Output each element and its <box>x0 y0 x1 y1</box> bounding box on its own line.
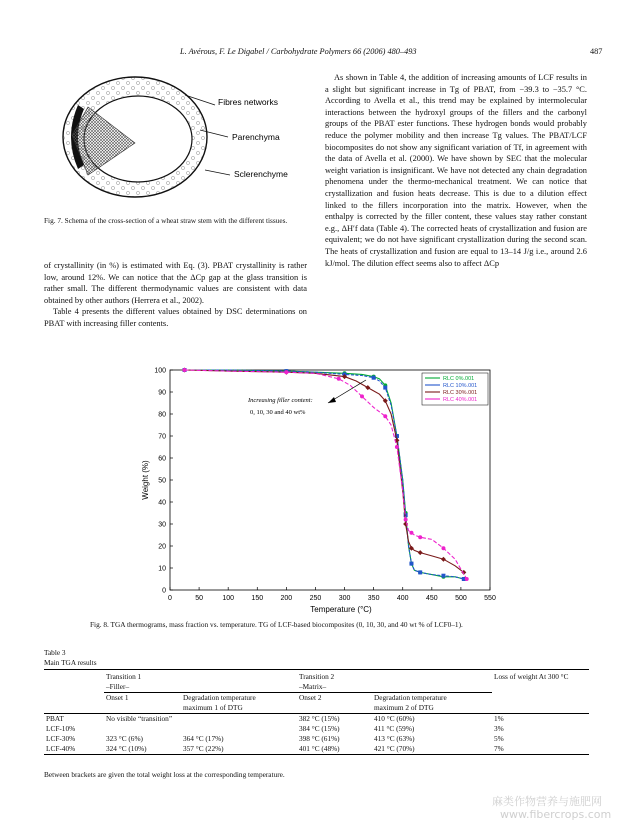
chart-legend <box>422 373 488 405</box>
page-number: 487 <box>590 47 603 56</box>
x-tick-label: 300 <box>338 595 351 602</box>
table-cell: 5% <box>494 734 504 743</box>
chart-annotation-arrowhead <box>328 397 336 403</box>
legend-entry: RLC 0%.001 <box>443 376 475 382</box>
data-point <box>418 570 422 574</box>
table-cell: PBAT <box>44 714 104 725</box>
watermark-chinese: 麻类作物营养与施肥网 <box>492 795 602 808</box>
data-point <box>383 386 387 390</box>
left-paragraph-2: Table 4 presents the different values obtained by DSC determinations on PBAT with increasing filler contents. <box>44 307 307 328</box>
fig7-label-fibres: Fibres networks <box>218 97 278 107</box>
table-cell: 364 °C (17%) <box>183 734 224 743</box>
y-tick-label: 50 <box>158 477 166 485</box>
x-tick-label: 450 <box>425 595 438 602</box>
table3 <box>44 672 589 755</box>
y-tick-label: 0 <box>162 587 166 595</box>
chart-y-axis-label: Weight (%) <box>141 460 150 500</box>
table3-head-onset2: Onset 2 <box>297 693 372 714</box>
table-cell: 421 °C (70%) <box>372 744 492 755</box>
table-cell: No visible “transition” <box>104 714 297 725</box>
x-tick-label: 400 <box>396 595 409 602</box>
table3-top-rule <box>44 669 589 670</box>
table-cell: 3% <box>494 724 504 733</box>
data-point <box>383 414 387 418</box>
table-cell: 324 °C (10%) <box>104 744 181 755</box>
table3-head-onset1: Onset 1 <box>104 693 181 714</box>
legend-entry: RLC 10%.001 <box>443 383 478 389</box>
fig7-label-parenchyma: Parenchyma <box>232 132 280 142</box>
fig7-caption: Fig. 7. Schema of the cross-section of a wheat straw stem with the different tissues. <box>44 216 288 225</box>
y-tick-label: 10 <box>158 565 166 573</box>
table3-subtitle: Main TGA results <box>44 658 97 667</box>
x-tick-label: 250 <box>309 595 322 602</box>
x-tick-label: 550 <box>484 595 496 602</box>
data-point <box>465 577 469 581</box>
table3-head-loss: Loss of weight At 300 °C <box>494 672 569 681</box>
table3-head-transition2: Transition 2 –Matrix– <box>299 672 335 691</box>
fig8-tga-chart <box>130 358 500 616</box>
table3-header-row-2 <box>44 693 589 714</box>
table-row <box>44 734 589 744</box>
data-point <box>409 531 413 535</box>
x-tick-label: 200 <box>280 595 293 602</box>
table-cell <box>181 724 297 734</box>
table-cell: 398 °C (61%) <box>299 734 340 743</box>
y-tick-label: 30 <box>158 521 166 529</box>
table-cell: 382 °C (15%) <box>297 714 372 725</box>
running-title: L. Avérous, F. Le Digabel / Carbohydrate Polymers 66 (2006) 480–493 <box>180 47 417 56</box>
fig8-caption: Fig. 8. TGA thermograms, mass fraction vs. temperature. TG of LCF-based biocomposites (0, 10, 30, and 40 wt % of LCF0–1). <box>90 620 463 629</box>
fig7-label-sclerenchyme: Sclerenchyme <box>234 169 288 179</box>
data-point <box>395 445 399 449</box>
chart-annotation-line1: Increasing filler content: <box>248 397 313 404</box>
table-row <box>44 724 589 734</box>
x-tick-label: 0 <box>168 595 172 602</box>
table-row <box>44 714 589 725</box>
data-point <box>418 535 422 539</box>
x-tick-label: 500 <box>455 595 467 602</box>
table3-head-degtemp2: Degradation temperature maximum 2 of DTG <box>372 693 492 714</box>
left-column-text <box>44 260 307 330</box>
y-tick-label: 90 <box>158 389 166 397</box>
data-point <box>418 550 423 555</box>
table3-header-row-1 <box>44 672 589 693</box>
table-cell: LCF-10% <box>46 724 76 733</box>
right-column-text <box>325 72 587 269</box>
data-point <box>284 370 288 374</box>
data-point <box>372 376 376 380</box>
table3-body <box>44 714 589 755</box>
data-point <box>365 385 370 390</box>
x-tick-label: 150 <box>251 595 264 602</box>
table-cell: 401 °C (48%) <box>297 744 372 755</box>
data-point <box>404 518 408 522</box>
x-tick-label: 350 <box>367 595 380 602</box>
data-point <box>441 546 445 550</box>
table-cell <box>104 724 181 734</box>
y-tick-label: 40 <box>158 499 166 507</box>
y-tick-label: 100 <box>154 367 166 375</box>
table-cell: 1% <box>492 714 589 725</box>
chart-annotation-line2: 0, 10, 30 and 40 wt% <box>250 409 306 416</box>
table-cell: 323 °C (6%) <box>106 734 143 743</box>
legend-entry: RLC 40%.001 <box>443 397 478 403</box>
table-row <box>44 744 589 755</box>
right-paragraph-1: As shown in Table 4, the addition of increasing amounts of LCF results in a slight but significant increase in Tg of PBAT, from −39.3 to −35.7 °C. According to Avella et al., this trend may be explained by intermolecular interactions between the hydroxyl groups of the fillers and the carbonyl groups of the PBAT ester functions. These hydrogen bonds would probably reduce the polymer mobility and then increase Tg values. The PBAT/LCF biocomposites do not show any significant variation of Tf, in agreement with the data of Avella et al. (2000). We have shown by SEC that the molecular weight variation is insignificant. We have not detected any chain degradation phenomena under the thermo-mechanical treatment. We can notice that crystallization and fusion heats decrease. This is due to a dilution effect linked to the fillers incorporation into the matrix. However, when the enthalpy is corrected by the filler content, these values stay rather constant e.g., ΔH′f data (Table 4). The corrected heats of crystallization and fusion are equivalent; we do not have significant crystallization during the second scan. The heats of crystallization and fusion are equal to 13–14 J/g i.e., around 2.6 kJ/mol. The dilution effect seems also to affect ΔCp <box>325 73 587 268</box>
table-cell: 384 °C (15%) <box>299 724 340 733</box>
y-tick-label: 80 <box>158 411 166 419</box>
left-paragraph-1: of crystallinity (in %) is estimated with Eq. (3). PBAT crystallinity is rather low, around 12%. We can notice that the ΔCp gap at the glass transition is rather small. The different thermodynamic values are consistent with data obtained by other authors (Herrera et al., 2002). <box>44 261 307 305</box>
table-cell: 411 °C (59%) <box>374 724 415 733</box>
data-point <box>409 562 413 566</box>
chart-x-axis-label: Temperature (°C) <box>310 605 372 614</box>
x-tick-label: 50 <box>195 595 203 602</box>
fig7-schematic <box>50 65 330 215</box>
watermark-url: www.fibercrops.com <box>500 808 612 821</box>
table-cell: LCF-30% <box>46 734 76 743</box>
data-point <box>360 394 364 398</box>
table3-head-transition1: Transition 1 –Filler– <box>106 672 142 691</box>
x-tick-label: 100 <box>222 595 235 602</box>
table-cell: 357 °C (22%) <box>181 744 297 755</box>
y-tick-label: 60 <box>158 455 166 463</box>
y-tick-label: 70 <box>158 433 166 441</box>
table-cell: 410 °C (60%) <box>372 714 492 725</box>
data-point <box>441 574 445 578</box>
table3-note: Between brackets are given the total weight loss at the corresponding temperature. <box>44 770 285 779</box>
table-cell: 413 °C (63%) <box>374 734 415 743</box>
table3-title: Table 3 <box>44 648 66 657</box>
table3-head-degtemp1: Degradation temperature maximum 1 of DTG <box>181 693 297 714</box>
table-cell: 7% <box>492 744 589 755</box>
data-point <box>441 557 446 562</box>
data-point <box>337 377 341 381</box>
legend-entry: RLC 30%.001 <box>443 390 478 396</box>
y-tick-label: 20 <box>158 543 166 551</box>
data-point <box>183 368 187 372</box>
table-cell: LCF-40% <box>44 744 104 755</box>
